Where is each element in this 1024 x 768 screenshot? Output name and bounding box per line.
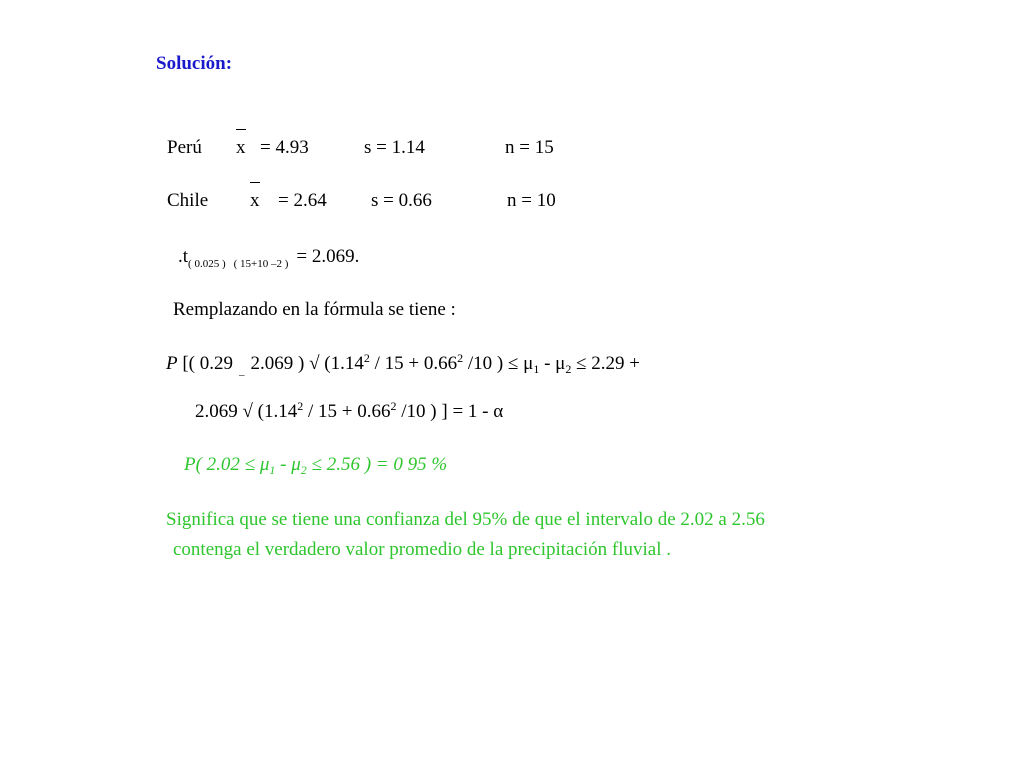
formula1-part-d: /10 ) ≤ μ bbox=[463, 353, 534, 374]
formula1-part-a: [( 0.29 bbox=[182, 353, 234, 374]
result-part-c: ≤ 2.56 ) = 0 95 % bbox=[306, 454, 448, 475]
solution-title: Solución: bbox=[156, 53, 233, 74]
chile-xbar-symbol: x bbox=[250, 190, 260, 211]
chile-std: s = 0.66 bbox=[371, 190, 432, 211]
t-sub-alpha: ( 0.025 ) bbox=[188, 258, 226, 270]
chile-xbar bbox=[250, 191, 260, 210]
result-part-b: - μ bbox=[275, 454, 301, 475]
formula2-part-c: /10 ) ] = 1 - α bbox=[396, 401, 504, 422]
result-part-a: P( 2.02 ≤ μ bbox=[184, 454, 270, 475]
result-line bbox=[184, 454, 448, 477]
formula1-exp-2: 2 bbox=[457, 351, 464, 365]
formula1-part-e: - μ bbox=[539, 353, 566, 374]
formula1-minus: _ bbox=[239, 365, 245, 377]
peru-mean: = 4.93 bbox=[260, 137, 309, 158]
formula1-part-c: / 15 + 0.66 bbox=[369, 353, 458, 374]
formula1-sub-2: 2 bbox=[565, 362, 572, 376]
formula1-part-b: 2.069 ) √ (1.14 bbox=[250, 353, 364, 374]
formula2-part-a: 2.069 √ (1.14 bbox=[195, 401, 298, 422]
peru-xbar bbox=[236, 138, 246, 157]
t-value-line bbox=[178, 246, 360, 270]
formula1-sub-1: 1 bbox=[533, 362, 540, 376]
peru-xbar-symbol: x bbox=[236, 137, 246, 158]
t-value: = 2.069. bbox=[296, 246, 360, 267]
formula1-exp-1: 2 bbox=[363, 351, 370, 365]
conclusion-line-1: Significa que se tiene una confianza del 95% de que el intervalo de 2.02 a 2.56 bbox=[166, 509, 765, 530]
formula-line-1 bbox=[166, 351, 641, 377]
replace-text: Remplazando en la fórmula se tiene : bbox=[173, 299, 456, 320]
formula2-part-b: / 15 + 0.66 bbox=[303, 401, 391, 422]
t-prefix: .t bbox=[178, 246, 189, 267]
formula2-exp-1: 2 bbox=[297, 399, 304, 413]
peru-n: n = 15 bbox=[505, 137, 554, 158]
peru-std: s = 1.14 bbox=[364, 137, 425, 158]
conclusion-line-2: contenga el verdadero valor promedio de la precipitación fluvial . bbox=[173, 539, 672, 560]
prob-symbol: P bbox=[166, 353, 178, 374]
formula1-part-f: ≤ 2.29 + bbox=[571, 353, 641, 374]
result-sub-2: 2 bbox=[300, 463, 307, 477]
peru-label: Perú bbox=[167, 137, 202, 158]
t-sub-df: ( 15+10 –2 ) bbox=[233, 258, 289, 270]
formula-line-2 bbox=[195, 399, 504, 422]
chile-mean: = 2.64 bbox=[278, 190, 327, 211]
chile-n: n = 10 bbox=[507, 190, 556, 211]
chile-label: Chile bbox=[167, 190, 209, 211]
result-sub-1: 1 bbox=[269, 463, 276, 477]
formula2-exp-2: 2 bbox=[390, 399, 397, 413]
